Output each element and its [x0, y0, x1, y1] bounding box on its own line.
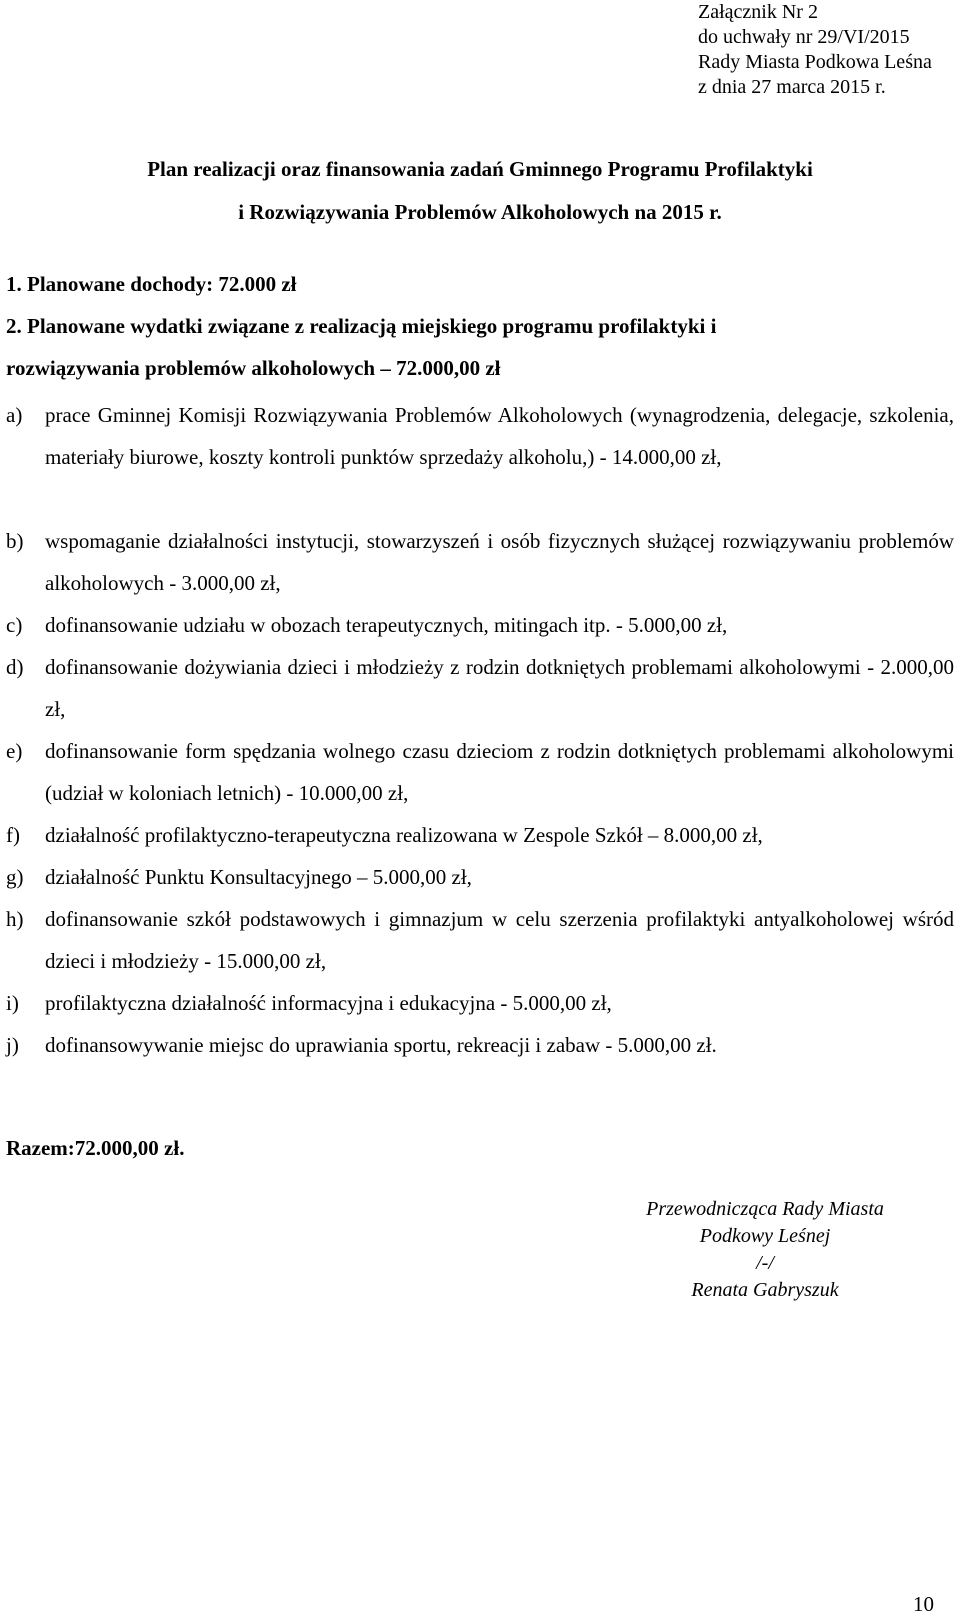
title-line-2: i Rozwiązywania Problemów Alkoholowych na 2015 r.: [238, 200, 722, 224]
section-1-income: 1. Planowane dochody: 72.000 zł: [6, 272, 297, 296]
item-text: prace Gminnej Komisji Rozwiązywania Problemów Alkoholowych (wynagrodzenia, delegacje, szkolenia, materiały biurowe, koszty kontroli punktów sprzedaży alkoholu,) - 14.000,00 zł,: [45, 403, 954, 469]
signature-line-3: /-/: [756, 1252, 774, 1274]
item-text: działalność profilaktyczno-terapeutyczna realizowana w Zespole Szkół – 8.000,00 zł,: [45, 823, 763, 847]
section-2-line-2: rozwiązywania problemów alkoholowych – 72.000,00 zł: [6, 356, 501, 380]
item-label: a): [6, 403, 23, 427]
annex-line-1: Załącznik Nr 2: [698, 1, 818, 23]
list-item-a: [6, 394, 954, 478]
list-item-b: [6, 520, 954, 604]
item-label: d): [6, 655, 24, 679]
item-text: dofinansowywanie miejsc do uprawiania sportu, rekreacji i zabaw - 5.000,00 zł.: [45, 1033, 717, 1057]
item-label: i): [6, 991, 19, 1015]
item-text: działalność Punktu Konsultacyjnego – 5.000,00 zł,: [45, 865, 472, 889]
item-label: c): [6, 613, 23, 637]
item-text: dofinansowanie dożywiania dzieci i młodzieży z rodzin dotkniętych problemami alkoholowymi - 2.000,00 zł,: [45, 655, 954, 721]
item-label: e): [6, 739, 23, 763]
item-label: g): [6, 865, 24, 889]
item-text: dofinansowanie udziału w obozach terapeutycznych, mitingach itp. - 5.000,00 zł,: [45, 613, 728, 637]
list-item-d: [6, 646, 954, 730]
signature-line-1: Przewodnicząca Rady Miasta: [646, 1198, 884, 1220]
title-line-1: Plan realizacji oraz finansowania zadań Gminnego Programu Profilaktyki: [147, 157, 813, 181]
list-item-e: [6, 730, 954, 814]
list-item-j: [6, 1024, 954, 1066]
list-item-f: [6, 814, 954, 856]
total-amount: Razem:72.000,00 zł.: [6, 1136, 185, 1160]
item-label: b): [6, 529, 24, 553]
list-item-c: [6, 604, 954, 646]
annex-line-3: Rady Miasta Podkowa Leśna: [698, 51, 932, 73]
signature-line-4: Renata Gabryszuk: [691, 1279, 839, 1301]
signature-line-2: Podkowy Leśnej: [699, 1225, 831, 1247]
list-item-i: [6, 982, 954, 1024]
document-title: [0, 148, 960, 234]
item-text: dofinansowanie szkół podstawowych i gimnazjum w celu szerzenia profilaktyki antyalkoholowej wśród dzieci i młodzieży - 15.000,00 zł,: [45, 907, 954, 973]
item-text: profilaktyczna działalność informacyjna i edukacyjna - 5.000,00 zł,: [45, 991, 612, 1015]
list-item-h: [6, 898, 954, 982]
page-number: 10: [913, 1592, 934, 1616]
section-2-line-1: 2. Planowane wydatki związane z realizacją miejskiego programu profilaktyki i: [6, 314, 717, 338]
item-text: dofinansowanie form spędzania wolnego czasu dzieciom z rodzin dotkniętych problemami alkoholowymi (udział w koloniach letnich) - 10.000,00 zł,: [45, 739, 954, 805]
annex-header: [698, 0, 932, 100]
item-label: j): [6, 1033, 19, 1057]
annex-line-4: z dnia 27 marca 2015 r.: [698, 76, 886, 98]
item-text: wspomaganie działalności instytucji, stowarzyszeń i osób fizycznych służącej rozwiązywaniu problemów alkoholowych - 3.000,00 zł,: [45, 529, 954, 595]
item-label: h): [6, 907, 24, 931]
item-label: f): [6, 823, 20, 847]
signature-block: [620, 1196, 910, 1304]
annex-line-2: do uchwały nr 29/VI/2015: [698, 26, 910, 48]
list-item-g: [6, 856, 954, 898]
